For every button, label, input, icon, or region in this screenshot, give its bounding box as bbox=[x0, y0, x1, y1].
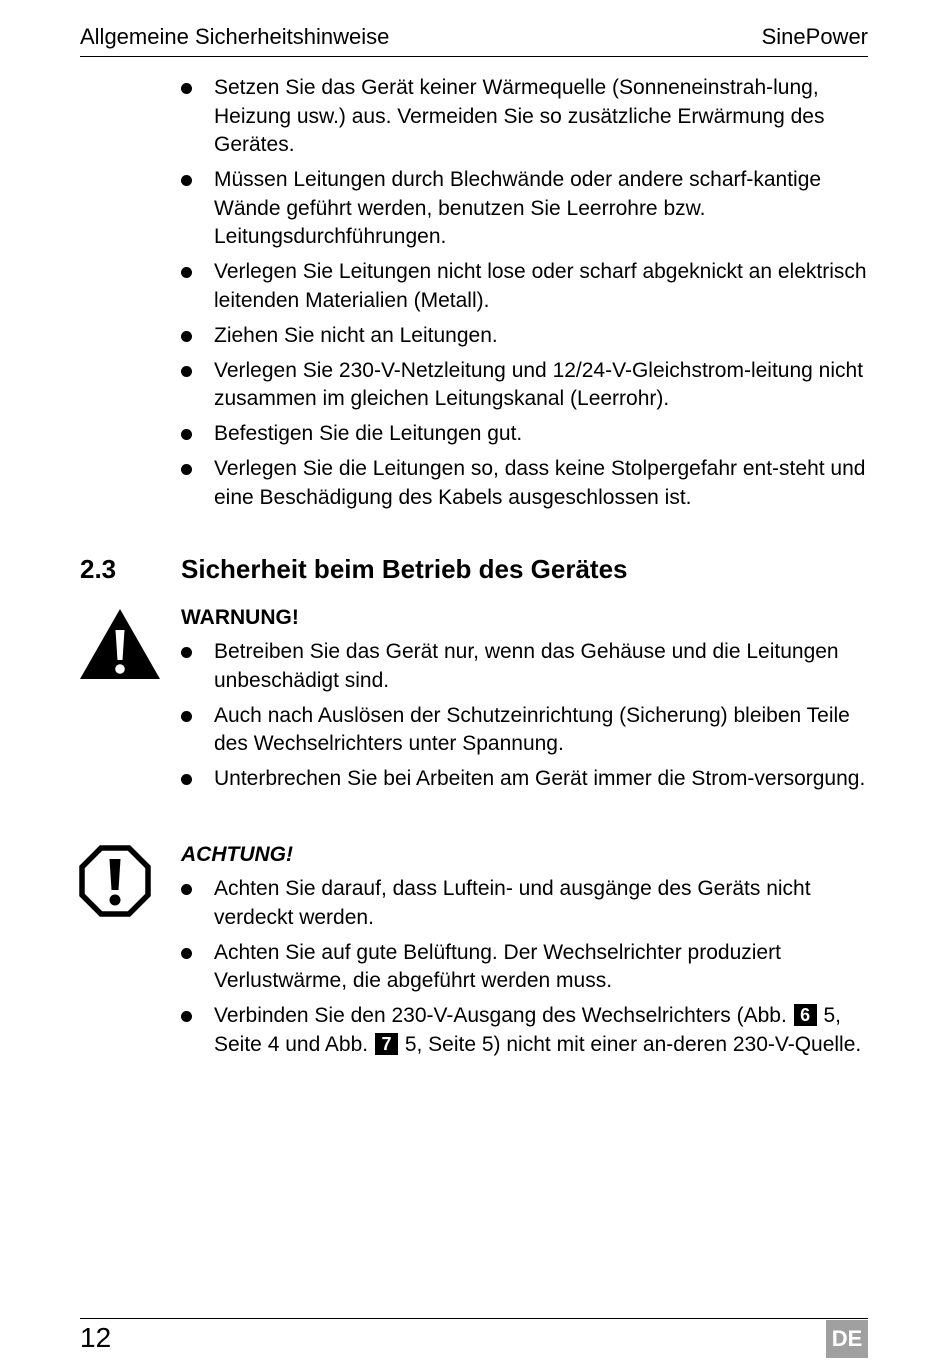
list-item bbox=[181, 357, 871, 414]
list-item bbox=[181, 322, 871, 351]
installation-item-text: Verlegen Sie 230-V-Netzleitung und 12/24-V-Gleichstrom-leitung nicht zusammen im gleichen Leitungskanal (Leerrohr). bbox=[214, 358, 864, 410]
header-product-name: SinePower bbox=[761, 24, 868, 49]
bullet-icon bbox=[181, 331, 192, 342]
figure-reference-badge: 6 bbox=[794, 1004, 817, 1026]
list-item bbox=[181, 875, 871, 932]
warning-item-text: Unterbrechen Sie bei Arbeiten am Gerät immer die Strom-versorgung. bbox=[214, 767, 866, 790]
caution-item-text: 5, Seite 4 und Abb. bbox=[214, 1004, 841, 1056]
page-header bbox=[80, 24, 868, 57]
caution-label: ACHTUNG! bbox=[181, 843, 293, 866]
figure-reference-badge: 7 bbox=[375, 1033, 398, 1055]
bullet-icon bbox=[181, 948, 192, 959]
installation-item-text: Setzen Sie das Gerät keiner Wärmequelle (Sonneneinstrah-lung, Heizung usw.) aus. Vermeiden Sie so zusätzliche Erwärmung des Gerätes. bbox=[214, 76, 825, 156]
list-item bbox=[181, 455, 871, 512]
list-item bbox=[181, 638, 871, 695]
bullet-icon bbox=[181, 464, 192, 475]
list-item bbox=[181, 939, 871, 996]
bullet-icon bbox=[181, 774, 192, 785]
bullet-icon bbox=[181, 647, 192, 658]
section-number: 2.3 bbox=[80, 554, 117, 584]
bullet-icon bbox=[181, 366, 192, 377]
caution-item-text: 5, Seite 5) nicht mit einer an-deren 230-V-Quelle. bbox=[404, 1032, 862, 1056]
header-chapter-title: Allgemeine Sicherheitshinweise bbox=[80, 24, 390, 49]
footer-divider bbox=[80, 1318, 868, 1319]
bullet-icon bbox=[181, 1011, 192, 1022]
warning-item-text: Auch nach Auslösen der Schutzeinrichtung (Sicherung) bleiben Teile des Wechselrichters unter Spannung. bbox=[214, 703, 850, 755]
list-item bbox=[181, 166, 871, 252]
installation-item-text: Ziehen Sie nicht an Leitungen. bbox=[214, 323, 498, 347]
warning-label: WARNUNG! bbox=[181, 606, 299, 629]
bullet-icon bbox=[181, 83, 192, 94]
installation-item-text: Verlegen Sie Leitungen nicht lose oder scharf abgeknickt an elektrisch leitenden Materialien (Metall). bbox=[214, 260, 867, 312]
installation-item-text: Befestigen Sie die Leitungen gut. bbox=[214, 422, 523, 445]
installation-safety-list bbox=[181, 74, 871, 519]
bullet-icon bbox=[181, 267, 192, 278]
installation-item-text: Müssen Leitungen durch Blechwände oder andere scharf-kantige Wände geführt werden, benutzen Sie Leerrohre bzw. Leitungsdurchführungen. bbox=[214, 168, 822, 248]
section-title: Sicherheit beim Betrieb des Gerätes bbox=[181, 554, 628, 584]
caution-item-text: Achten Sie darauf, dass Luftein- und ausgänge des Geräts nicht verdeckt werden. bbox=[214, 877, 811, 929]
language-badge: DE bbox=[826, 1320, 868, 1358]
bullet-icon bbox=[181, 429, 192, 440]
list-item bbox=[181, 1002, 871, 1059]
caution-octagon-icon bbox=[79, 845, 151, 917]
warning-triangle-icon bbox=[79, 608, 161, 680]
warning-block bbox=[181, 604, 871, 800]
warning-item-text: Betreiben Sie das Gerät nur, wenn das Gehäuse und die Leitungen unbeschädigt sind. bbox=[214, 640, 839, 692]
bullet-icon bbox=[181, 175, 192, 186]
list-item bbox=[181, 74, 871, 160]
caution-item-text: Achten Sie auf gute Belüftung. Der Wechselrichter produziert Verlustwärme, die abgeführt werden muss. bbox=[214, 940, 781, 992]
page-number: 12 bbox=[80, 1322, 112, 1353]
bullet-icon bbox=[181, 884, 192, 895]
list-item bbox=[181, 258, 871, 315]
caution-block bbox=[181, 841, 871, 1066]
caution-item-text: Verbinden Sie den 230-V-Ausgang des Wechselrichters (Abb. bbox=[214, 1004, 787, 1027]
installation-item-text: Verlegen Sie die Leitungen so, dass keine Stolpergefahr ent-steht und eine Beschädigung des Kabels ausgeschlossen ist. bbox=[214, 457, 866, 509]
bullet-icon bbox=[181, 711, 192, 722]
list-item bbox=[181, 420, 871, 449]
list-item bbox=[181, 702, 871, 759]
list-item bbox=[181, 765, 871, 794]
